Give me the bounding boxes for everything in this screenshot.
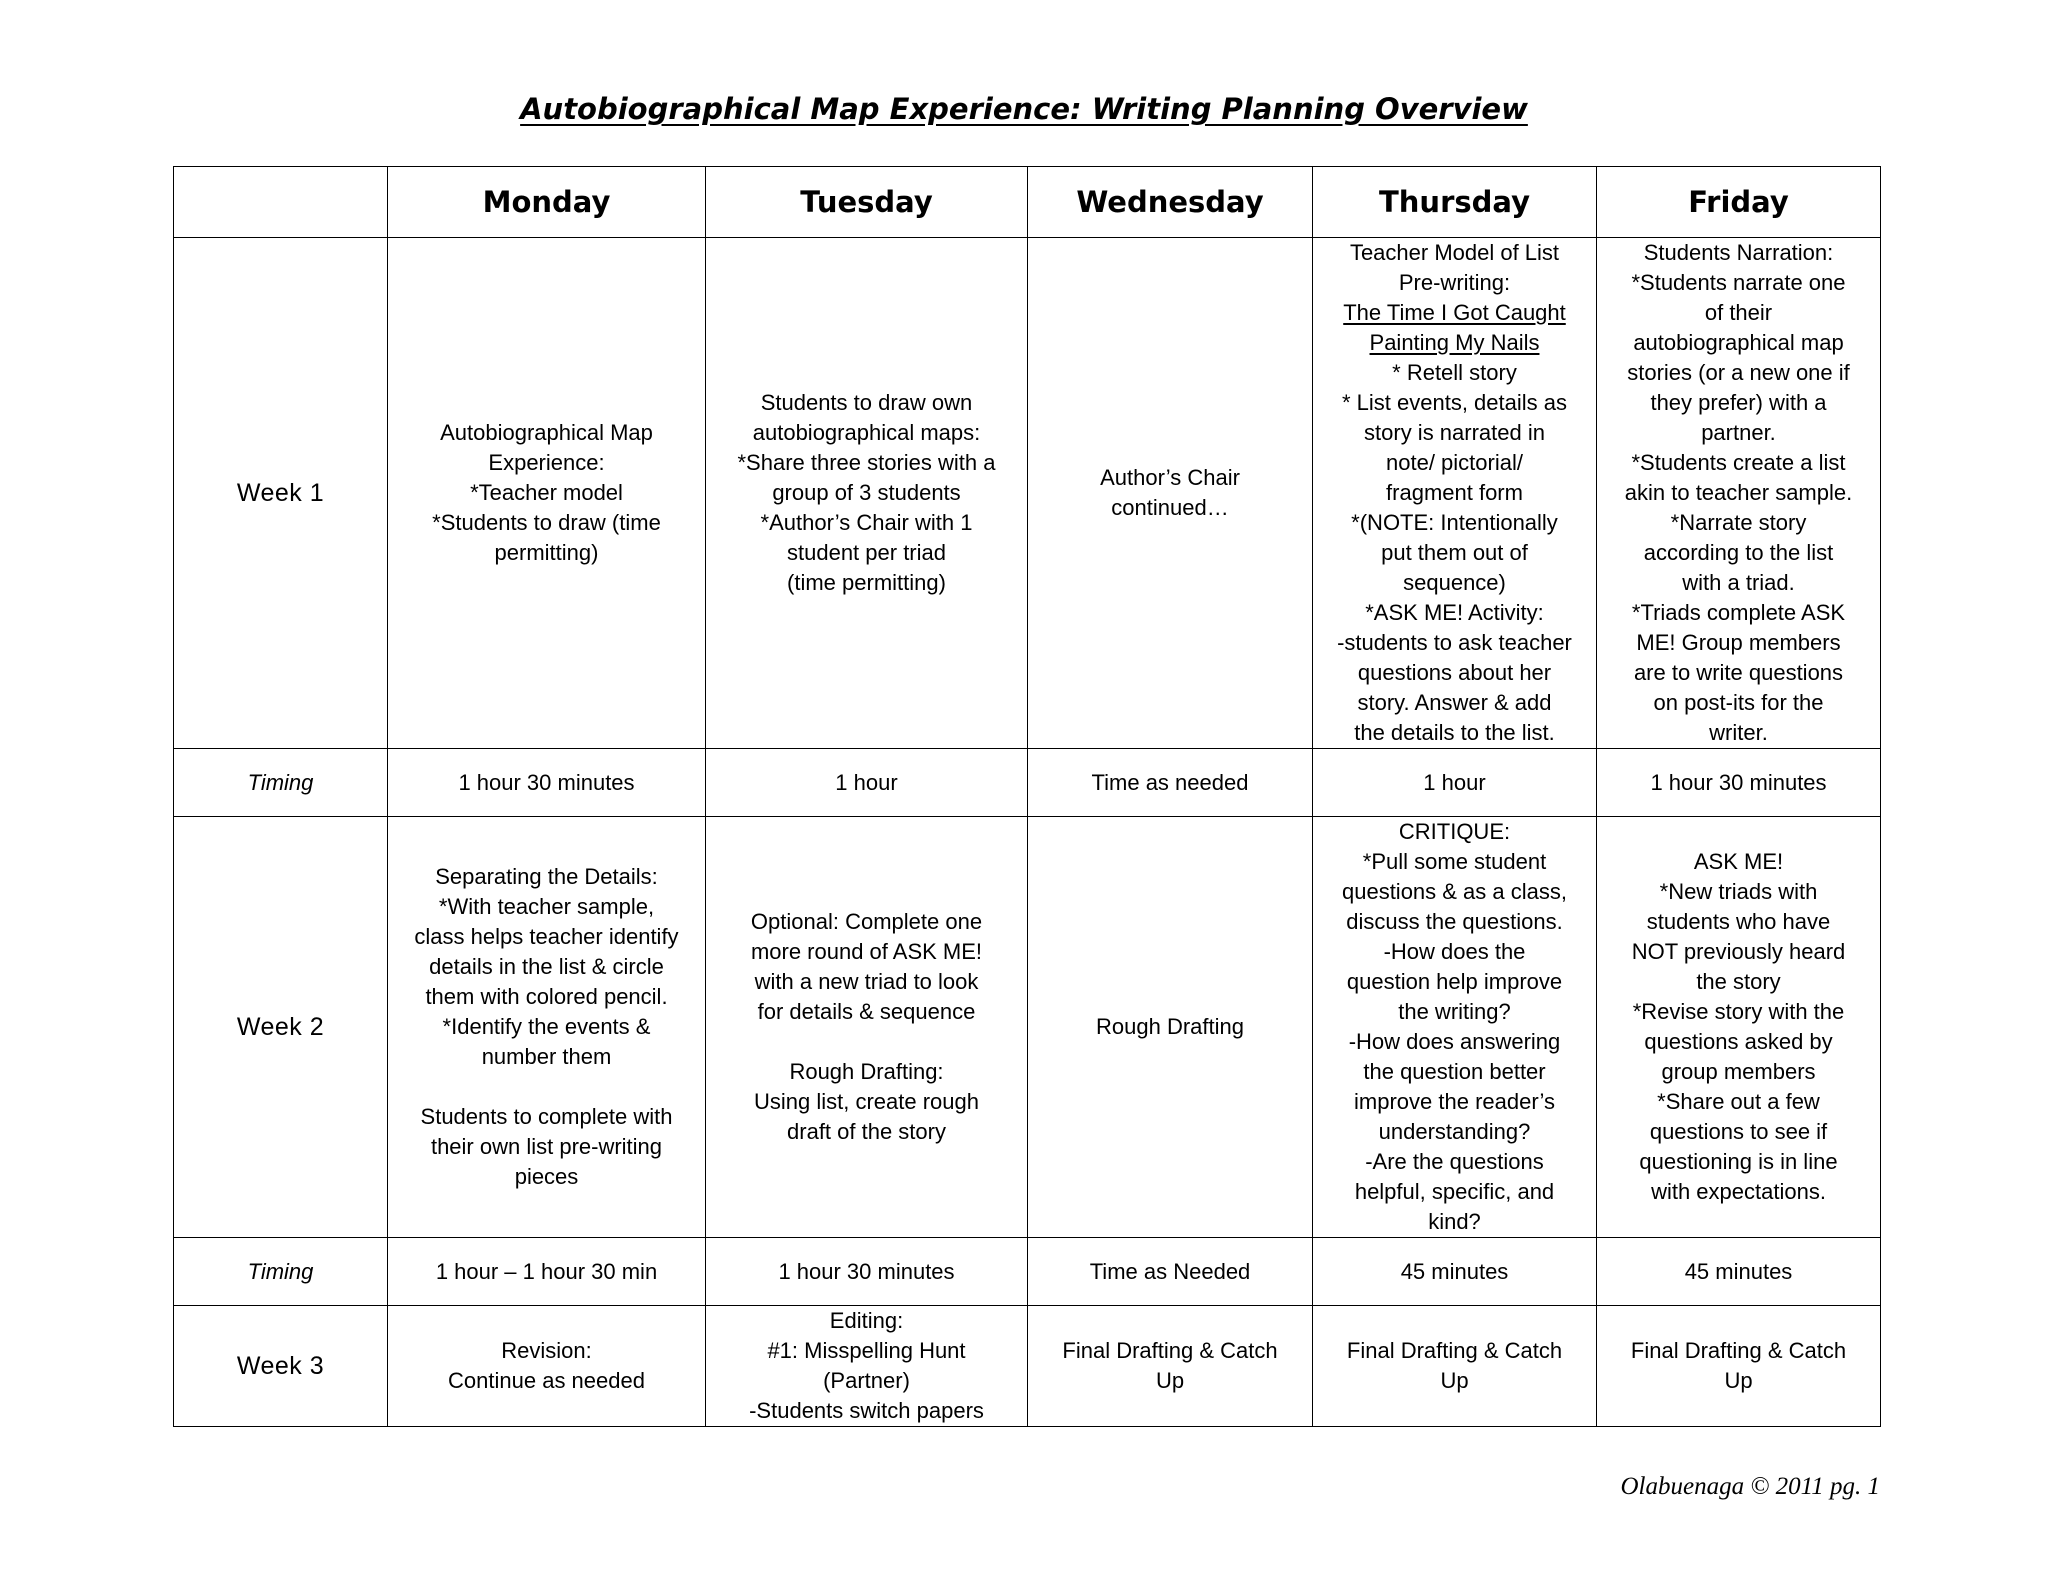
table-header-row <box>174 167 1881 238</box>
week-3-friday-cell: Final Drafting & Catch Up <box>1597 1306 1881 1427</box>
timing-2-monday: 1 hour – 1 hour 30 min <box>388 1238 706 1306</box>
header-monday: Monday <box>388 167 706 238</box>
timing-1-thursday: 1 hour <box>1313 749 1597 817</box>
week-1-tuesday-cell: Students to draw own autobiographical maps: *Share three stories with a group of 3 students *Author’s Chair with 1 student per triad (time permitting) <box>706 238 1028 749</box>
header-thursday: Thursday <box>1313 167 1597 238</box>
week-1-friday-cell: Students Narration: *Students narrate one of their autobiographical map stories (or a new one if they prefer) with a partner. *Students create a list akin to teacher sample. *Narrate story according to the list with a triad. *Triads complete ASK ME! Group members are to write questions on post-its for the writer. <box>1597 238 1881 749</box>
header-wednesday: Wednesday <box>1028 167 1313 238</box>
week-2-wednesday-cell: Rough Drafting <box>1028 817 1313 1238</box>
week-3-monday-cell: Revision: Continue as needed <box>388 1306 706 1427</box>
week-2-tuesday-cell: Optional: Complete one more round of ASK ME! with a new triad to look for details & sequence Rough Drafting: Using list, create rough draft of the story <box>706 817 1028 1238</box>
table-row-week-1 <box>174 238 1881 749</box>
timing-1-tuesday: 1 hour <box>706 749 1028 817</box>
week-1-wednesday-cell: Author’s Chair continued… <box>1028 238 1313 749</box>
timing-2-wednesday: Time as Needed <box>1028 1238 1313 1306</box>
page-footer: Olabuenaga © 2011 pg. 1 <box>1620 1473 1880 1500</box>
week-2-friday-cell: ASK ME! *New triads with students who have NOT previously heard the story *Revise story with the questions asked by group members *Share out a few questions to see if questioning is in line with expectations. <box>1597 817 1881 1238</box>
timing-2-friday: 45 minutes <box>1597 1238 1881 1306</box>
timing-1-label: Timing <box>174 749 388 817</box>
header-corner-cell <box>174 167 388 238</box>
week-3-tuesday-cell: Editing: #1: Misspelling Hunt (Partner) -Students switch papers <box>706 1306 1028 1427</box>
week-1-monday-cell: Autobiographical Map Experience: *Teacher model *Students to draw (time permitting) <box>388 238 706 749</box>
table-row-week-2 <box>174 817 1881 1238</box>
table-row-week-3 <box>174 1306 1881 1427</box>
timing-1-monday: 1 hour 30 minutes <box>388 749 706 817</box>
week-3-thursday-cell: Final Drafting & Catch Up <box>1313 1306 1597 1427</box>
week-1-label: Week 1 <box>174 238 388 749</box>
week-2-monday-cell: Separating the Details: *With teacher sample, class helps teacher identify details in the list & circle them with colored pencil. *Identify the events & number them Students to complete with their own list pre-writing pieces <box>388 817 706 1238</box>
planning-table <box>173 166 1881 1427</box>
table-row-timing-2 <box>174 1238 1881 1306</box>
week-3-label: Week 3 <box>174 1306 388 1427</box>
week-3-wednesday-cell: Final Drafting & Catch Up <box>1028 1306 1313 1427</box>
header-friday: Friday <box>1597 167 1881 238</box>
timing-2-thursday: 45 minutes <box>1313 1238 1597 1306</box>
week-2-thursday-cell: CRITIQUE: *Pull some student questions & as a class, discuss the questions. -How does the question help improve the writing? -How does answering the question better improve the reader’s understanding? -Are the questions helpful, specific, and kind? <box>1313 817 1597 1238</box>
thursday-body: * Retell story * List events, details as story is narrated in note/ pictorial/ fragment form *(NOTE: Intentionally put them out of sequence) *ASK ME! Activity: -students to ask teacher questions about her story. Answer & add the details to the list. <box>1337 360 1572 745</box>
timing-1-wednesday: Time as needed <box>1028 749 1313 817</box>
table-row-timing-1 <box>174 749 1881 817</box>
thursday-story-title: The Time I Got Caught Painting My Nails <box>1343 300 1566 355</box>
week-2-label: Week 2 <box>174 817 388 1238</box>
header-tuesday: Tuesday <box>706 167 1028 238</box>
timing-2-tuesday: 1 hour 30 minutes <box>706 1238 1028 1306</box>
thursday-intro: Teacher Model of List Pre-writing: <box>1349 240 1560 295</box>
page-title: Autobiographical Map Experience: Writing Planning Overview <box>520 92 1528 126</box>
timing-1-friday: 1 hour 30 minutes <box>1597 749 1881 817</box>
timing-2-label: Timing <box>174 1238 388 1306</box>
week-1-thursday-cell <box>1313 238 1597 749</box>
